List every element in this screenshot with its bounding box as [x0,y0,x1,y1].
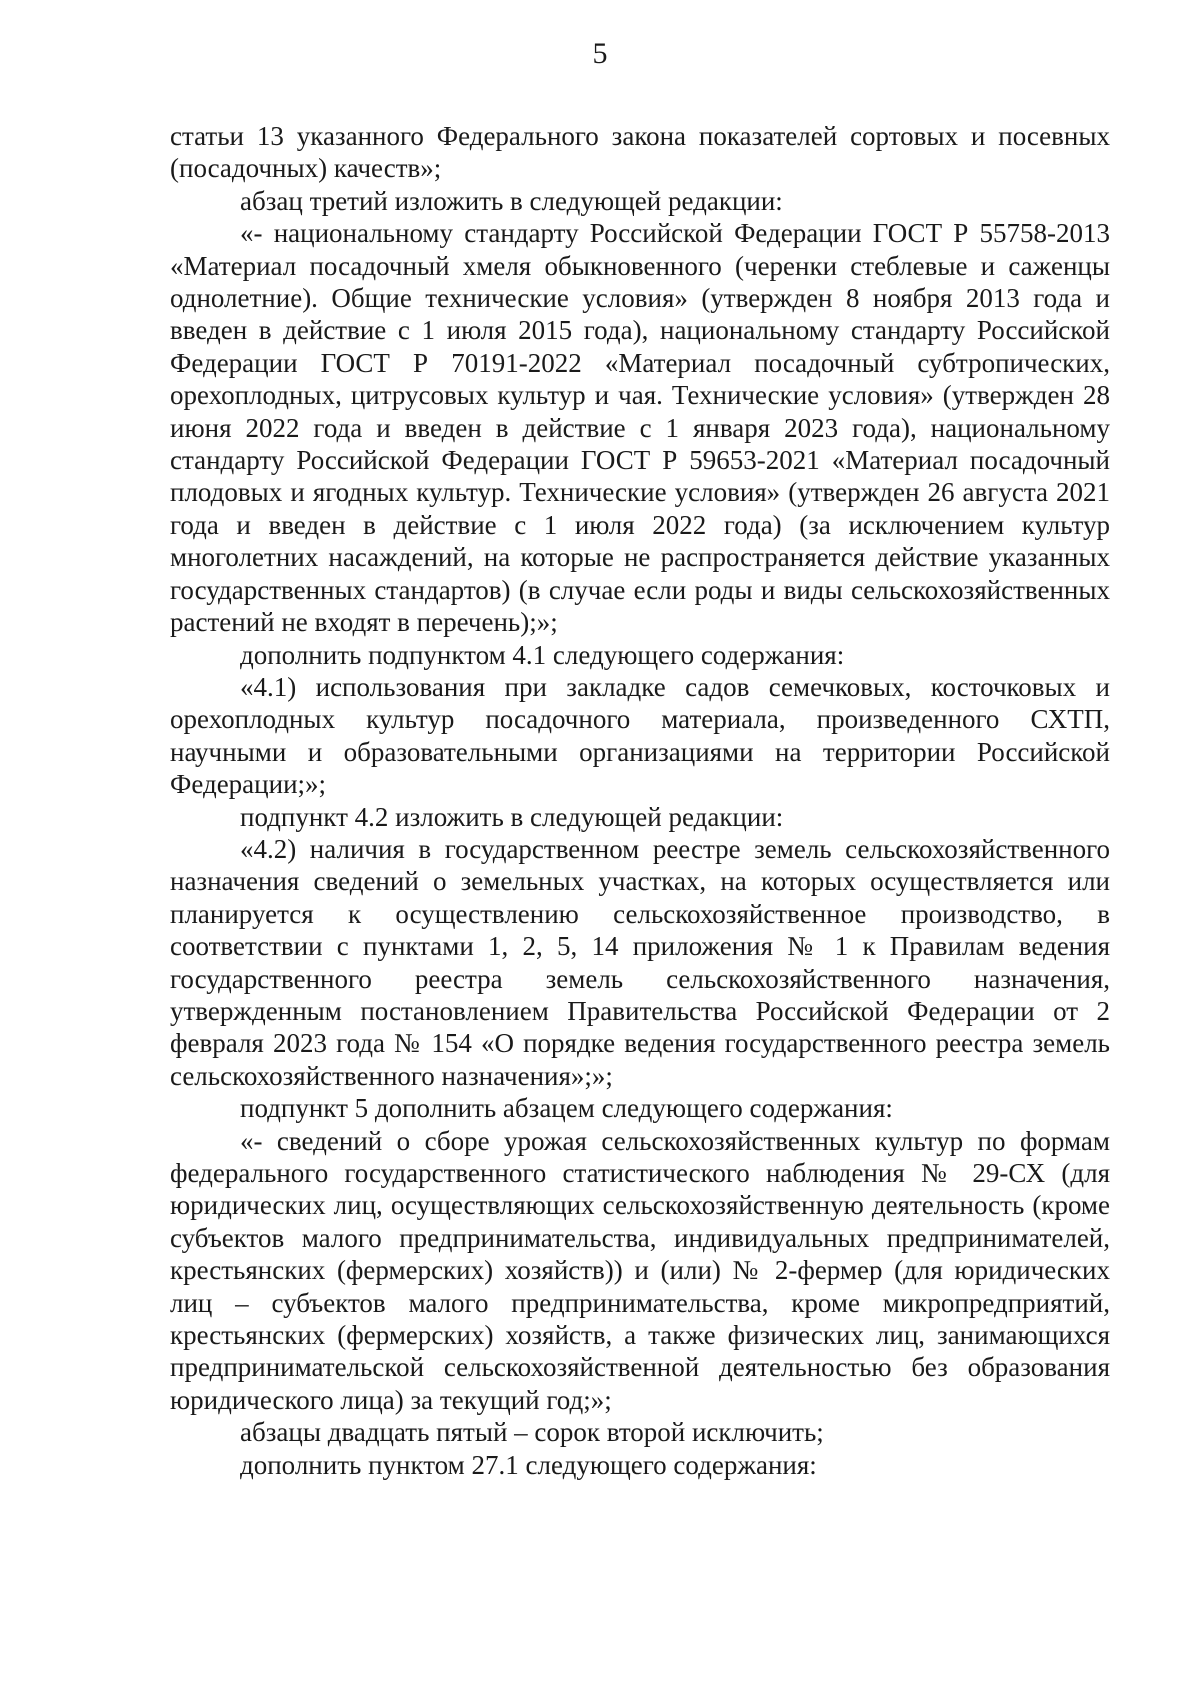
paragraph: дополнить пунктом 27.1 следующего содержания: [240,1449,817,1480]
paragraph: абзац третий изложить в следующей редакции: [240,185,783,216]
paragraph: статьи 13 указанного Федерального закона показателей сортовых и посевных (посадочных) качеств»; [170,121,1110,184]
paragraph: «4.2) наличия в государственном реестре земель сельскохозяйственного назначения сведений о земельных участках, на которых осуществляется или планируется к осуществлению сельскохозяйственное производство, в соответствии с пунктами 1, 2, 5, 14 приложения № 1 к Правилам ведения государственного реестра земель сельскохозяйственного назначения, утвержденным постановлением Правительства Российской Федерации от 2 февраля 2023 года № 154 «О порядке ведения государственного реестра земель сельскохозяйственного назначения»;»; [170,833,1110,1091]
paragraph: подпункт 5 дополнить абзацем следующего содержания: [240,1093,893,1124]
paragraph: «4.1) использования при закладке садов семечковых, косточковых и орехоплодных культур посадочного материала, произведенного СХТП, научными и образовательными организациями на территории Российской Федерации;»; [170,671,1110,800]
paragraph: дополнить подпунктом 4.1 следующего содержания: [240,639,845,670]
paragraph: абзацы двадцать пятый – сорок второй исключить; [240,1417,824,1448]
paragraph: подпункт 4.2 изложить в следующей редакции: [240,801,784,832]
page-number: 5 [592,37,608,70]
document-body [170,120,1110,1481]
paragraph: «- национальному стандарту Российской Федерации ГОСТ Р 55758-2013 «Материал посадочный хмеля обыкновенного (черенки стеблевые и саженцы однолетние). Общие технические условия» (утвержден 8 ноября 2013 года и введен в действие с 1 июля 2015 года), национальному стандарту Российской Федерации ГОСТ Р 70191-2022 «Материал посадочный субтропических, орехоплодных, цитрусовых культур и чая. Технические условия» (утвержден 28 июня 2022 года и введен в действие с 1 января 2023 года), национальному стандарту Российской Федерации ГОСТ Р 59653-2021 «Материал посадочный плодовых и ягодных культур. Технические условия» (утвержден 26 августа 2021 года и введен в действие с 1 июля 2022 года) (за исключением культур многолетних насаждений, на которые не распространяется действие указанных государственных стандартов) (в случае если роды и виды сельскохозяйственных растений не входят в перечень);»; [170,218,1110,638]
paragraph: «- сведений о сборе урожая сельскохозяйственных культур по формам федерального государственного статистического наблюдения № 29-СХ (для юридических лиц, осуществляющих сельскохозяйственную деятельность (кроме субъектов малого предпринимательства, индивидуальных предпринимателей, крестьянских (фермерских) хозяйств)) и (или) № 2-фермер (для юридических лиц – субъектов малого предпринимательства, кроме микропредприятий, крестьянских (фермерских) хозяйств, а также физических лиц, занимающихся предпринимательской сельскохозяйственной деятельностью без образования юридического лица) за текущий год;»; [170,1125,1110,1415]
